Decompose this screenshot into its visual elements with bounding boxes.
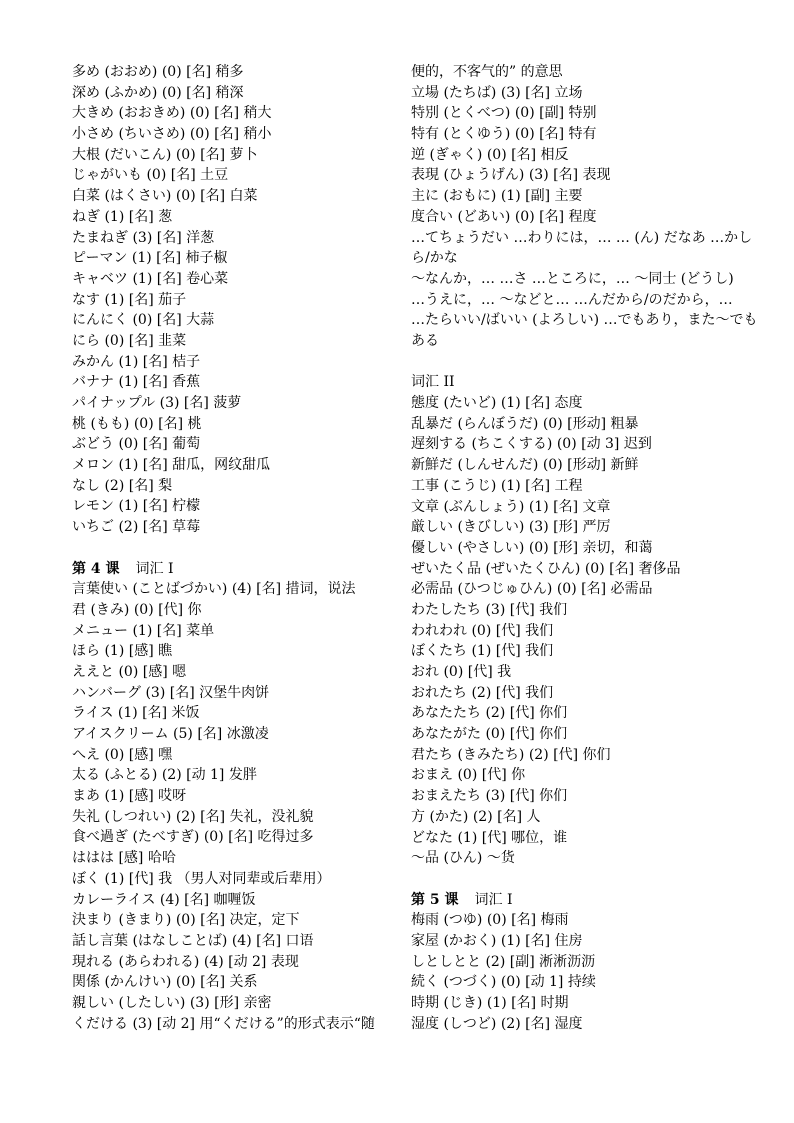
vocab-entry: メニュー (1) [名] 菜单 <box>72 622 215 639</box>
vocab-entry: キャベツ (1) [名] 卷心菜 <box>72 270 229 287</box>
vocab-entry: 関係 (かんけい) (0) [名] 关系 <box>72 974 258 991</box>
blank-line <box>411 352 761 373</box>
vocab-entry: 食べ過ぎ (たべすぎ) (0) [名] 吃得过多 <box>72 829 314 846</box>
vocab-entry: ぼくたち (1) [代] 我们 <box>411 643 554 660</box>
vocab-entry: 多め (おおめ) (0) [名] 稍多 <box>72 64 244 80</box>
vocab-entry: なし (2) [名] 梨 <box>72 477 173 494</box>
vocab-entry: じゃがいも (0) [名] 土豆 <box>72 167 229 184</box>
vocab-entry: ほら (1) [感] 瞧 <box>72 643 173 660</box>
vocab-entry: レモン (1) [名] 柠檬 <box>72 498 201 515</box>
vocab-entry: 表現 (ひょうげん) (3) [名] 表现 <box>411 167 611 184</box>
lesson-heading <box>72 559 392 580</box>
vocab-entry: みかん (1) [名] 桔子 <box>72 353 201 370</box>
vocab-entry: ハンバーグ (3) [名] 汉堡牛肉饼 <box>72 684 270 701</box>
vocab-entry: しとしとと (2) [副] 淅淅沥沥 <box>411 953 596 970</box>
vocab-entry: 新鮮だ (しんせんだ) (0) [形动] 新鲜 <box>411 457 639 474</box>
vocab-entry: 厳しい (きびしい) (3) [形] 严厉 <box>411 519 611 536</box>
vocab-entry: 大根 (だいこん) (0) [名] 萝卜 <box>72 146 258 163</box>
vocab-entry: …てちょうだい …わりには，… … (ん) だなあ …かしら/かな <box>411 229 753 267</box>
vocab-entry: ええと (0) [感] 嗯 <box>72 663 187 680</box>
vocab-entry: 態度 (たいど) (1) [名] 态度 <box>411 395 583 412</box>
vocab-entry: おれ (0) [代] 我 <box>411 664 512 680</box>
vocab-entry: くだける (3) [动 2] 用“くだける”的形式表示“随 <box>72 1015 375 1032</box>
vocab-section-label: 词汇 I <box>135 560 174 577</box>
vocab-entry: ぼく (1) [代] 我 （男人对同辈或后辈用） <box>72 870 331 887</box>
vocab-entry: わたしたち (3) [代] 我们 <box>411 601 568 618</box>
vocab-entry: あなたがた (0) [代] 你们 <box>411 726 568 743</box>
vocab-entry: ～なんか，… …さ …ところに，… ～同士 (どうし) <box>411 270 734 287</box>
lesson-title: 第 5 课 <box>411 891 459 908</box>
vocab-entry: バナナ (1) [名] 香蕉 <box>72 374 201 391</box>
vocab-entry: 度合い (どあい) (0) [名] 程度 <box>411 208 597 225</box>
vocab-entry: 白菜 (はくさい) (0) [名] 白菜 <box>72 188 258 205</box>
vocab-entry: 時期 (じき) (1) [名] 时期 <box>411 995 569 1011</box>
vocab-entry: ライス (1) [名] 米饭 <box>72 705 200 722</box>
vocab-entry: 遅刻する (ちこくする) (0) [动 3] 迟到 <box>411 436 652 453</box>
vocab-entry: 失礼 (しつれい) (2) [名] 失礼，没礼貌 <box>72 808 314 825</box>
vocab-entry: 決まり (きまり) (0) [名] 决定，定下 <box>72 912 300 929</box>
vocab-entry: あなたたち (2) [代] 你们 <box>411 705 568 722</box>
vocab-entry: ピーマン (1) [名] 柿子椒 <box>72 250 228 267</box>
vocab-entry: 君たち (きみたち) (2) [代] 你们 <box>411 746 611 763</box>
vocab-entry: おれたち (2) [代] 我们 <box>411 684 554 701</box>
left-column <box>72 62 392 1034</box>
vocab-entry: 特有 (とくゆう) (0) [名] 特有 <box>411 126 597 143</box>
vocab-entry: パイナップル (3) [名] 菠萝 <box>72 395 242 411</box>
vocab-entry: 桃 (もも) (0) [名] 桃 <box>72 415 202 432</box>
vocab-entry: 君 (きみ) (0) [代] 你 <box>72 601 202 618</box>
vocab-entry: 梅雨 (つゆ) (0) [名] 梅雨 <box>411 912 569 929</box>
vocab-entry: ははは [感] 哈哈 <box>72 850 176 867</box>
vocab-section-label: 词汇 I <box>474 891 513 908</box>
right-column <box>411 62 761 1034</box>
vocab-entry: いちご (2) [名] 草莓 <box>72 519 201 536</box>
vocab-entry: 優しい (やさしい) (0) [形] 亲切，和蔼 <box>411 539 653 556</box>
vocab-entry: 深め (ふかめ) (0) [名] 稍深 <box>72 84 244 101</box>
vocab-entry: 続く (つづく) (0) [动 1] 持续 <box>411 974 596 991</box>
vocab-entry: にら (0) [名] 韭菜 <box>72 332 187 349</box>
vocab-entry: 家屋 (かおく) (1) [名] 住房 <box>411 932 583 949</box>
vocab-entry: 工事 (こうじ) (1) [名] 工程 <box>411 477 583 494</box>
vocab-entry: 必需品 (ひつじゅひん) (0) [名] 必需品 <box>411 581 653 598</box>
vocab-entry: まあ (1) [感] 哎呀 <box>72 788 187 805</box>
vocab-entry: カレーライス (4) [名] 咖喱饭 <box>72 891 256 908</box>
vocab-entry: 小さめ (ちいさめ) (0) [名] 稍小 <box>72 126 272 143</box>
vocab-entry: アイスクリーム (5) [名] 冰激凌 <box>72 726 269 742</box>
vocab-entry: なす (1) [名] 茄子 <box>72 291 187 308</box>
vocab-entry: 词汇 II <box>411 374 455 391</box>
vocab-entry: おまえ (0) [代] 你 <box>411 767 526 784</box>
vocab-entry: われわれ (0) [代] 我们 <box>411 622 554 639</box>
vocab-entry: ～品 (ひん) ～货 <box>411 850 515 867</box>
vocab-entry: どなた (1) [代] 哪位，谁 <box>411 829 568 846</box>
vocab-entry: 特別 (とくべつ) (0) [副] 特别 <box>411 105 597 122</box>
vocab-entry: ぶどう (0) [名] 葡萄 <box>72 436 201 453</box>
vocab-entry: 便的，不客气的” 的意思 <box>411 64 563 80</box>
vocab-entry: たまねぎ (3) [名] 洋葱 <box>72 229 215 246</box>
vocab-entry: メロン (1) [名] 甜瓜，网纹甜瓜 <box>72 457 271 474</box>
vocab-entry: 話し言葉 (はなしことば) (4) [名] 口语 <box>72 932 314 949</box>
vocab-entry: 親しい (したしい) (3) [形] 亲密 <box>72 994 272 1011</box>
vocab-entry: 大きめ (おおきめ) (0) [名] 稍大 <box>72 105 272 122</box>
vocab-entry: ねぎ (1) [名] 葱 <box>72 208 173 225</box>
vocab-entry: 方 (かた) (2) [名] 人 <box>411 808 541 825</box>
vocab-entry: 主に (おもに) (1) [副] 主要 <box>411 188 583 205</box>
vocab-entry: …うえに，… ～などと… …んだから/のだから，… <box>411 291 733 308</box>
vocab-entry: ぜいたく品 (ぜいたくひん) (0) [名] 奢侈品 <box>411 560 681 577</box>
blank-line <box>411 869 761 890</box>
vocab-entry: おまえたち (3) [代] 你们 <box>411 788 568 805</box>
lesson-title: 第 4 课 <box>72 560 120 577</box>
blank-line <box>72 538 392 559</box>
vocab-entry: にんにく (0) [名] 大蒜 <box>72 312 215 329</box>
vocab-entry: 乱暴だ (らんぼうだ) (0) [形动] 粗暴 <box>411 415 639 432</box>
vocab-entry: 言葉使い (ことばづかい) (4) [名] 措词，说法 <box>72 581 356 598</box>
vocab-entry: へえ (0) [感] 嘿 <box>72 746 173 763</box>
vocab-entry: 立場 (たちば) (3) [名] 立场 <box>411 84 583 101</box>
vocab-entry: 太る (ふとる) (2) [动 1] 发胖 <box>72 767 257 784</box>
vocab-entry: 現れる (あらわれる) (4) [动 2] 表现 <box>72 953 299 970</box>
lesson-heading <box>411 890 761 911</box>
vocab-entry: 逆 (ぎゃく) (0) [名] 相反 <box>411 146 569 163</box>
vocab-entry: …たらいい/ばいい (よろしい) …でもあり，また～でもある <box>411 312 758 349</box>
vocab-entry: 文章 (ぶんしょう) (1) [名] 文章 <box>411 498 611 515</box>
vocab-entry: 湿度 (しつど) (2) [名] 湿度 <box>411 1015 583 1032</box>
